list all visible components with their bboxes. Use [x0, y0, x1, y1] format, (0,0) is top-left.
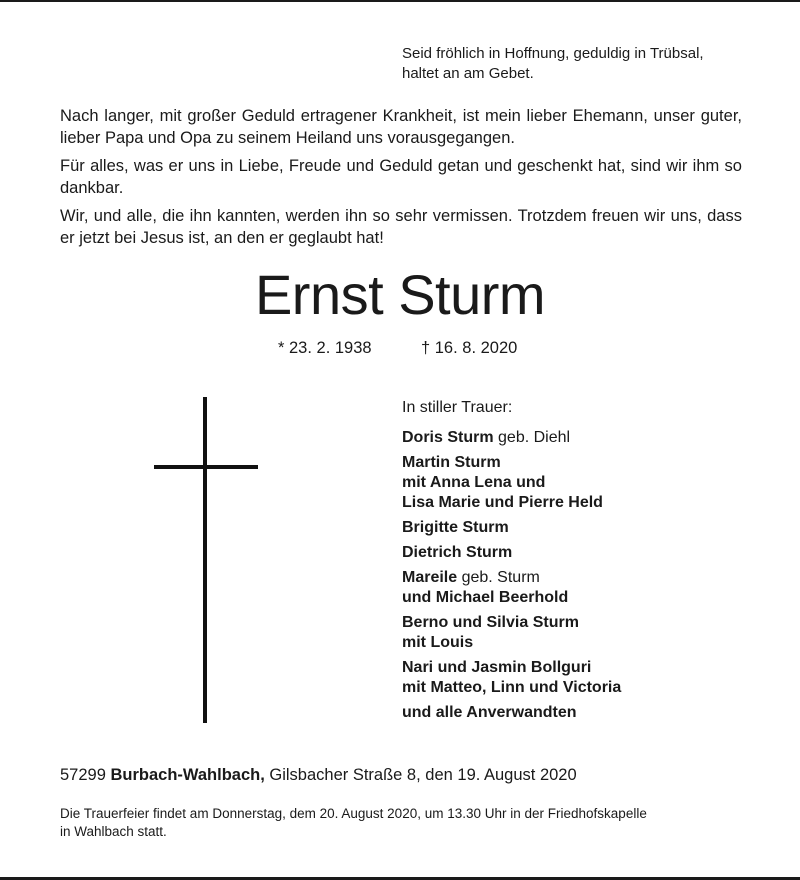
address-zip: 57299 [60, 766, 111, 784]
funeral-notice-line: in Wahlbach statt. [60, 824, 167, 839]
mourner-line [402, 703, 621, 723]
funeral-notice [60, 805, 750, 841]
mourner-entry [402, 658, 621, 698]
death-date: † 16. 8. 2020 [421, 339, 518, 357]
mourner-line [402, 678, 621, 698]
mourner-entry [402, 613, 621, 653]
mourner-name: Doris Sturm [402, 429, 494, 446]
obituary-paragraph: Für alles, was er uns in Liebe, Freude und Geduld getan und geschenkt hat, sind wir ihm so dankbar. [60, 157, 742, 197]
mourner-line [402, 518, 621, 538]
mourner-name: Martin Sturm [402, 454, 501, 471]
mourner-name: Berno und Silvia Sturm [402, 614, 579, 631]
mourner-name: Dietrich Sturm [402, 544, 513, 561]
address-town: Burbach-Wahlbach, [110, 766, 265, 784]
bible-verse [402, 44, 704, 84]
mourner-suffix: geb. Diehl [493, 429, 571, 446]
mourner-line [402, 568, 621, 588]
cross-horizontal-beam [154, 465, 258, 469]
mourner-entry [402, 568, 621, 608]
bible-verse-line: haltet an am Gebet. [402, 65, 534, 82]
mourner-line [402, 633, 621, 653]
mourner-line [402, 588, 621, 608]
mourner-entry [402, 518, 621, 538]
mourner-name: mit Louis [402, 634, 474, 651]
birth-date: * 23. 2. 1938 [278, 339, 372, 357]
mourner-name: mit Anna Lena und [402, 474, 546, 491]
deceased-name: Ernst Sturm [254, 263, 546, 326]
mourner-entry [402, 453, 621, 513]
mourner-line [402, 453, 621, 473]
address-street-date: Gilsbacher Straße 8, den 19. August 2020 [264, 766, 577, 784]
mourner-name: Nari und Jasmin Bollguri [402, 659, 592, 676]
mourners-intro: In stiller Trauer: [402, 399, 513, 416]
obituary-paragraph: Nach langer, mit großer Geduld ertragener Krankheit, ist mein lieber Ehemann, unser guter, lieber Papa und Opa zu seinem Heiland uns vorausgegangen. [60, 107, 742, 147]
mourner-entry [402, 428, 621, 448]
mourner-entries [402, 428, 621, 723]
mourner-line [402, 473, 621, 493]
mourner-line [402, 428, 621, 448]
funeral-notice-line: Die Trauerfeier findet am Donnerstag, dem 20. August 2020, um 13.30 Uhr in der Friedhofskapelle [60, 806, 647, 821]
mourner-line [402, 613, 621, 633]
mourner-line [402, 658, 621, 678]
mourner-line [402, 493, 621, 513]
bible-verse-line: Seid fröhlich in Hoffnung, geduldig in Trübsal, [402, 45, 704, 62]
mourner-name: Brigitte Sturm [402, 519, 509, 536]
obituary-paragraph: Wir, und alle, die ihn kannten, werden ihn so sehr vermissen. Trotzdem freuen wir uns, dass er jetzt bei Jesus ist, an den er geglaubt hat! [60, 207, 742, 247]
mourners-list [402, 398, 621, 728]
address-line [60, 765, 577, 785]
mourner-name: und alle Anverwandten [402, 704, 577, 721]
top-rule [0, 0, 800, 2]
cross-vertical-beam [203, 397, 207, 723]
obituary-text [60, 105, 742, 255]
mourner-suffix: geb. Sturm [457, 569, 540, 586]
mourner-name: Lisa Marie und Pierre Held [402, 494, 603, 511]
mourner-name: Mareile [402, 569, 458, 586]
mourner-name: mit Matteo, Linn und Victoria [402, 679, 622, 696]
mourner-entry [402, 543, 621, 563]
mourner-line [402, 543, 621, 563]
mourner-entry [402, 703, 621, 723]
mourner-name: und Michael Beerhold [402, 589, 569, 606]
